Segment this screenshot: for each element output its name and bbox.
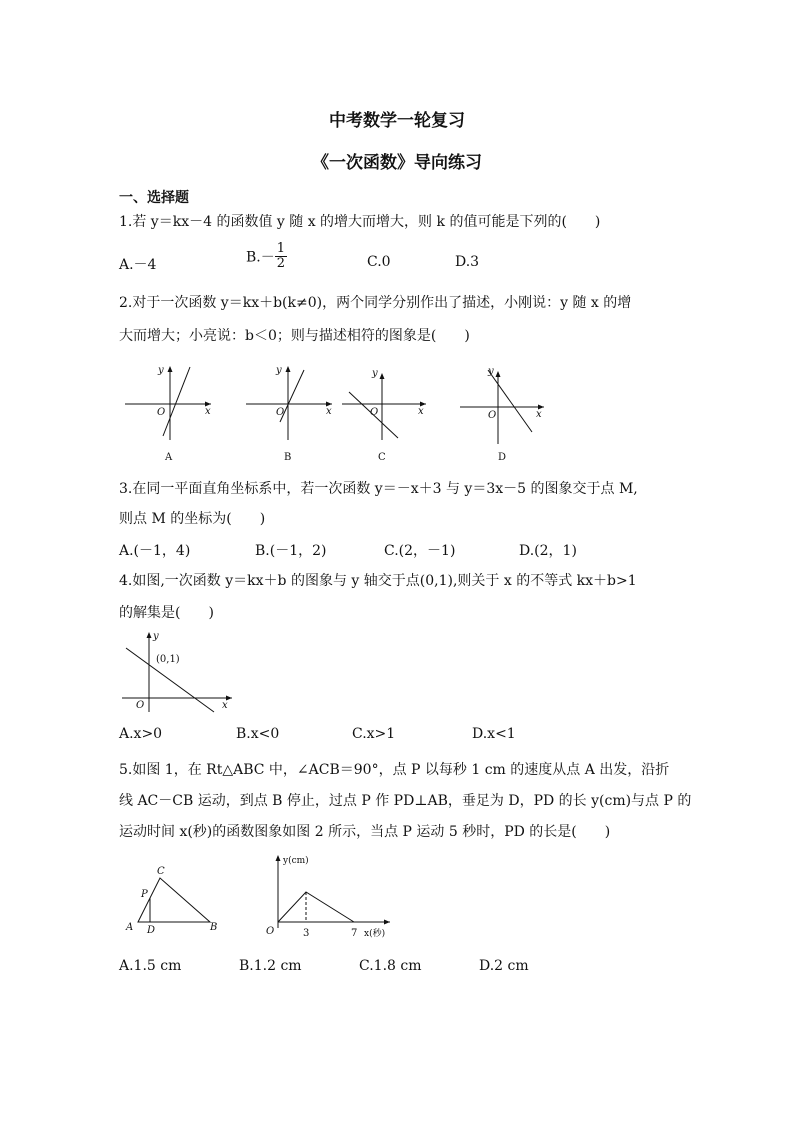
graph-d-caption: D — [498, 452, 507, 463]
graph-d-origin: O — [488, 410, 497, 421]
q5-option-b: B.1.2 cm — [239, 958, 302, 974]
q5-figure-2-graph — [262, 852, 402, 947]
fig1-label-a: A — [126, 922, 134, 933]
question-3-line-2: 则点 M 的坐标为( ) — [119, 511, 266, 527]
question-5-line-3: 运动时间 x(秒)的函数图象如图 2 所示，当点 P 运动 5 秒时，PD 的长是( ) — [119, 824, 611, 840]
q4-y-label: y — [153, 631, 159, 642]
graph-b-x-label: x — [326, 406, 332, 417]
q3-option-c: C.(2，－1) — [384, 543, 456, 559]
question-4-line-2: 的解集是( ) — [119, 605, 214, 621]
fig2-origin: O — [266, 926, 275, 937]
q4-point-label: (0,1) — [156, 654, 180, 665]
q1-option-b-fraction — [275, 242, 287, 271]
q1-option-d: D.3 — [455, 254, 480, 270]
fig1-label-p: P — [141, 889, 148, 900]
graph-d-y-label: y — [488, 366, 494, 377]
graph-b-caption: B — [284, 452, 292, 463]
q2-graph-c — [342, 362, 432, 462]
page-subtitle: 《一次函数》导向练习 — [312, 153, 482, 173]
graph-b-origin: O — [276, 407, 285, 418]
graph-c-origin: O — [370, 407, 379, 418]
graph-d-x-label: x — [536, 409, 542, 420]
fig2-tick-7: 7 — [351, 928, 358, 939]
q4-option-c: C.x>1 — [352, 726, 396, 742]
question-3-line-1: 3.在同一平面直角坐标系中，若一次函数 y＝－x＋3 与 y＝3x－5 的图象交于点 M, — [119, 481, 638, 497]
graph-c-x-label: x — [418, 406, 424, 417]
q5-figure-1-triangle — [122, 862, 232, 942]
q2-graph-b — [246, 362, 336, 462]
page-title: 中考数学一轮复习 — [329, 111, 465, 131]
q3-option-b: B.(－1，2) — [255, 543, 327, 559]
q4-option-b: B.x<0 — [236, 726, 280, 742]
q3-option-a: A.(－1，4) — [119, 543, 191, 559]
fraction-denominator: 2 — [276, 256, 286, 271]
q4-origin: O — [136, 700, 145, 711]
graph-c-y-label: y — [372, 368, 378, 379]
q5-option-c: C.1.8 cm — [359, 958, 422, 974]
question-4-line-1: 4.如图,一次函数 y＝kx＋b 的图象与 y 轴交于点(0,1),则关于 x 的不等式 kx＋b>1 — [119, 573, 637, 589]
graph-a-caption: A — [165, 452, 173, 463]
q5-option-a: A.1.5 cm — [119, 958, 182, 974]
question-2-line-1: 2.对于一次函数 y＝kx＋b(k≠0)，两个同学分别作出了描述，小刚说：y 随 x 的增 — [119, 295, 632, 311]
graph-c-caption: C — [378, 452, 386, 463]
question-5-line-1: 5.如图 1，在 Rt△ABC 中，∠ACB＝90°，点 P 以每秒 1 cm 的速度从点 A 出发，沿折 — [119, 762, 670, 778]
q2-graph-a — [125, 362, 215, 462]
question-5-line-2: 线 AC－CB 运动，到点 B 停止，过点 P 作 PD⊥AB，垂足为 D，PD 的长 y(cm)与点 P 的 — [119, 793, 692, 809]
fig1-label-c: C — [157, 866, 165, 877]
q5-option-d: D.2 cm — [479, 958, 529, 974]
q1-option-b — [246, 242, 287, 271]
q4-x-label: x — [222, 700, 228, 711]
q2-graph-d — [460, 362, 550, 462]
q1-option-b-prefix: B.－ — [246, 249, 275, 266]
graph-a-y-label: y — [158, 365, 164, 376]
section-heading: 一、选择题 — [119, 190, 189, 206]
q4-option-d: D.x<1 — [472, 726, 516, 742]
fig2-tick-3: 3 — [303, 928, 310, 939]
fig2-y-label: y(cm) — [283, 856, 309, 866]
fig1-label-d: D — [147, 925, 156, 936]
q4-graph — [118, 628, 238, 718]
graph-a-x-label: x — [205, 406, 211, 417]
fraction-numerator: 1 — [276, 241, 286, 256]
graph-a-origin: O — [157, 407, 166, 418]
fig1-label-b: B — [210, 922, 218, 933]
question-1-text: 1.若 y＝kx－4 的函数值 y 随 x 的增大而增大，则 k 的值可能是下列的( ) — [119, 214, 601, 230]
question-2-line-2: 大而增大；小亮说：b＜0；则与描述相符的图象是( ) — [119, 328, 470, 344]
q1-option-a: A.－4 — [119, 257, 157, 273]
graph-b-y-label: y — [276, 365, 282, 376]
fig2-x-label: x(秒) — [364, 929, 386, 939]
q1-option-c: C.0 — [367, 254, 391, 270]
q3-option-d: D.(2，1) — [519, 543, 577, 559]
q4-option-a: A.x>0 — [119, 726, 163, 742]
